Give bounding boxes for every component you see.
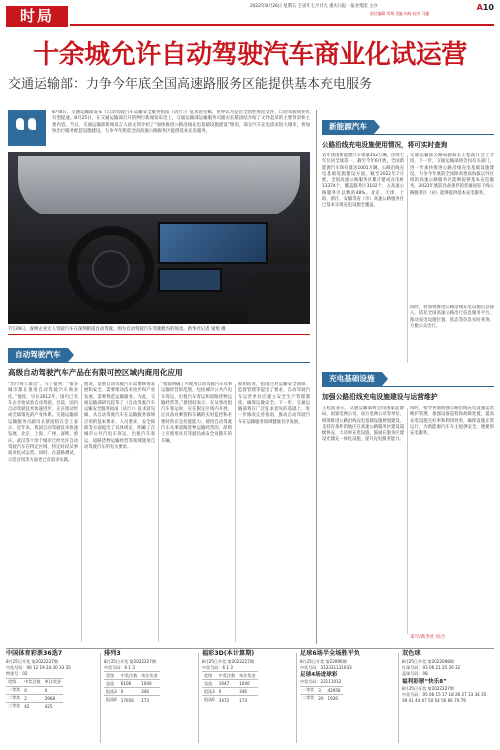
date-line — [250, 4, 458, 10]
table-cell: 20 — [318, 695, 324, 701]
lottery-table — [300, 686, 343, 703]
table-cell: 17656 — [119, 696, 139, 704]
photo-caption: 7月29日，深圳企业无人驾驶汽车在深圳街道自动驾驶。图为自动驾驶汽车驾驶舱内的场景。新华社记者 梁旭 摄 — [8, 327, 226, 332]
subheadline: 交通运输部：力争今年底全国高速路服务区能提供基本充电服务 — [8, 77, 373, 92]
table-cell: 1040 — [139, 680, 159, 688]
author-credit: 采写/新华社 综合 — [410, 635, 446, 640]
secondary-screen — [158, 268, 222, 292]
page-header — [0, 0, 500, 30]
table-cell: 一等奖 — [302, 687, 315, 693]
table-cell: 奖级 — [202, 672, 217, 680]
article-title-right-top: 公路沿线充电设施使用情况，将可实时查询 — [322, 141, 448, 149]
article-column-2: 他说，发展自动驾驶汽车需要统筹发展和安全，需要推动技术进步和产业发展，需要规范运输服务。为此，交通运输部研究起草了《自动驾驶汽车运输安全服务指南（试行）》征求意见稿，从自动驾驶汽车在运输服务领域应用的基本要求、人员要求、安全保障等方面提出了具体规定，明确了在城市公共汽电车客运、出租汽车客运、道路货物运输经营等领域使用自动驾驶汽车的有关要求。 — [84, 382, 155, 450]
column-divider — [235, 384, 236, 642]
table-cell: 6106 — [119, 680, 139, 688]
lottery-block-5 — [402, 649, 494, 747]
table-cell: 1647 — [217, 680, 237, 688]
table-cell: 173 — [237, 696, 257, 704]
lottery-title: 排列3 — [104, 650, 121, 657]
article-column-r2: 交通运输部公路局副局长王松波在会上介绍，下一步，交通运输部将会同有关部门，进一步加快推进公路沿线充电基础设施建设，力争今年底前全国除高寒高海拔以外区域的高速公路服务区能够提供基本充电服务，2023年底前具备条件的普通国省干线公路服务区（站）能够提供基本充电服务。 — [410, 153, 494, 196]
photo-windshield — [18, 156, 300, 218]
lottery-table — [202, 671, 258, 704]
table-cell: 42 — [22, 702, 42, 710]
lottery-block-1 — [6, 649, 98, 747]
section-tag-autonomous: 自动驾驶汽车 — [8, 348, 68, 362]
table-row — [202, 680, 258, 688]
table-cell: 单注奖金 — [44, 679, 62, 685]
table-row — [202, 672, 258, 680]
quote-mark-icon — [8, 110, 46, 146]
lottery-line: 8月25日开奖 第22096期 — [300, 659, 347, 664]
lottery-subtitle: 福利彩票“快乐8” — [402, 678, 447, 685]
table-cell: 二等奖 — [8, 695, 21, 701]
table-row — [6, 686, 63, 694]
page-letter: A — [476, 3, 483, 12]
column-divider — [158, 384, 159, 642]
table-cell: 3472 — [217, 696, 237, 704]
table-cell: 奖级 — [104, 672, 119, 680]
table-cell: 2 — [22, 694, 42, 702]
table-cell: 42956 — [327, 687, 341, 693]
lottery-block-2 — [104, 649, 196, 747]
section-tag-nev: 新能源汽车 — [322, 120, 374, 134]
section-rule — [8, 362, 310, 363]
lottery-table — [104, 671, 160, 704]
publisher-text: 重庆日报 · 报业集团 主办 — [329, 4, 378, 9]
main-column-divider — [316, 110, 317, 644]
table-cell: 中奖注数 — [120, 672, 138, 678]
lottery-strip — [6, 648, 494, 746]
column-divider — [81, 384, 82, 642]
lottery-title: 双色球 — [402, 650, 421, 657]
lottery-line: 8月25日开奖 第2022227期 — [6, 659, 58, 664]
lottery-line: 红球号码：03 06 21 25 30 32 — [402, 665, 461, 671]
header-rule — [70, 24, 494, 26]
table-row — [300, 694, 343, 702]
table-cell: 单注奖金 — [239, 672, 256, 678]
table-cell: 单注奖金 — [141, 672, 158, 678]
table-cell: 中奖注数 — [218, 672, 236, 678]
table-cell: 3968 — [43, 694, 63, 702]
lottery-title: 中国体育彩票36选7 — [6, 650, 63, 657]
lottery-line: 中奖号码：05 06 15 17 18 26 27 33 34 35 — [402, 691, 487, 697]
lottery-line: 8月25日开奖 第2022227期 — [104, 659, 156, 664]
table-cell: 425 — [43, 702, 63, 710]
table-cell: 0 — [217, 688, 237, 696]
lottery-line: 8月25日开奖 第2022098期 — [402, 659, 454, 664]
column-divider — [407, 155, 408, 363]
table-cell: 组选3 — [106, 688, 117, 694]
table-cell: 二等奖 — [302, 695, 315, 701]
page-digits: 10 — [482, 3, 494, 12]
lottery-line: 8月25日开奖 第2022227期 — [202, 659, 254, 664]
lottery-line: 中奖号码：6 1 3 — [104, 665, 135, 671]
intro-block — [8, 110, 310, 148]
intro-text: 8月8日，交通运输部发布《自动驾驶汽车运输安全服务指南（试行）》征求意见稿，业界认为是首全国性规范文件，自动驾驶商业化有望提速。8月25日，在交通运输部召开的例行新闻发布会上，交通运输部运输服务司副司长蔡团结介绍了文件起草的主要背景和主要内容。当日，交通运输部新闻发言人孙文剑介绍了“加快推进公路沿线充电基础设施建设”情况，部分汽车充电需求较大城市，将加快出行服务配套设施建设，力争今年底前全国高速公路服务区提供基本充电服务。 — [52, 110, 310, 135]
lottery-line: 中奖号码：313331131033 — [300, 665, 352, 671]
steering-hub — [92, 250, 130, 288]
news-photo — [8, 152, 310, 324]
table-row — [104, 688, 160, 696]
table-cell: 0 — [119, 688, 139, 696]
table-row — [202, 696, 258, 704]
table-cell: 直选 — [202, 680, 217, 688]
table-cell: 346 — [237, 688, 257, 696]
lottery-line: 特别号：02 — [6, 671, 28, 677]
lottery-block-3 — [202, 649, 294, 747]
display-screen — [158, 222, 268, 264]
lottery-subtitle: 足球4场进球彩 — [300, 672, 338, 679]
table-cell: 中奖注数 — [24, 679, 41, 685]
table-row — [300, 686, 343, 694]
lottery-line: 中奖号码：06 12 19 24 30 33 35 — [6, 665, 71, 671]
lottery-title: 福彩3D(本计算期) — [202, 650, 255, 657]
table-cell: 1930 — [326, 694, 343, 702]
article-column-r3: 同时，将加快推进公路沿线充电设施信息接入，依托全国高速公路出行信息服务平台，推动充电设施位置、状态等信息实时查询，方便公众出行。 — [410, 305, 494, 329]
article-title-left: 高级自动驾驶汽车产品在有限可控区域内商用化应用 — [8, 368, 183, 377]
editor-credit: 责任编辑 刘翔 美编 向杨 校对 马捷 — [370, 11, 430, 16]
article-column-1: “出行每人都会”，马丁提到：“很多城市都在推进自动驾驶汽车商业化。”他说，早在2012年，国内已有车企开始试验自动驾驶。目前，国内自动驾驶技术快速进步，正在推动形成全球领先的产业体系。交通运输部运输服务司副司长蔡团结在会上表示，近年来，我国自动驾驶技术快速发展，北京、上海、广州、深圳、重庆、武汉等十余个城市已经允许自动驾驶汽车在特定区域、特定时段从事商业化试运营。同时，在道路测试、示范应用等方面也已有较多实践。 — [8, 382, 78, 463]
table-row — [6, 678, 63, 686]
table-cell: 1040 — [237, 680, 257, 688]
column-divider — [407, 408, 408, 634]
caption-rule — [8, 334, 310, 335]
table-cell: 346 — [139, 688, 159, 696]
table-row — [6, 702, 63, 710]
table-cell: 组选3 — [204, 688, 215, 694]
column-divider — [398, 653, 399, 743]
car-seat — [248, 272, 310, 324]
section-tag: 时局 — [6, 6, 68, 27]
column-divider — [100, 653, 101, 743]
table-row — [104, 672, 160, 680]
article-column-4: 蔡团结说，指南还对运输安全保障、监督管理等提出了要求，自动驾驶汽车运营单位应建立安全生产管理制度，确保运输安全。下一步，交通运输部将在广泛征求意见的基础上，进一步修改完善指南，推动自动驾驶汽车在运输服务领域健康有序发展。 — [238, 382, 310, 425]
table-cell: 3 — [316, 686, 325, 694]
table-row — [104, 680, 160, 688]
lottery-table — [6, 678, 63, 711]
lottery-line: 中奖号码：22111012 — [300, 679, 342, 685]
column-divider — [296, 653, 297, 743]
section-rule — [322, 134, 494, 135]
column-divider — [198, 653, 199, 743]
table-cell: 直选 — [104, 680, 119, 688]
table-cell: 173 — [139, 696, 159, 704]
table-cell: 0 — [22, 686, 42, 694]
article-column-r1: 去年我国新能源汽车销量352万辆，连续七年位居全球第一。截至今年6月底，全国新能源汽车保有量达1001万辆。公路沿线充电基础设施建设方面，截至2022年7月底，全国高速公路服务区累计建成充电桩13374个，覆盖服务区3102个，占高速公路服务区总数的48%。北京、天津、上海、浙江、安徽等省（市）高速公路服务区已基本实现充电设施全覆盖。 — [322, 153, 404, 209]
article-column-r5: 同时，指导各地加强公路沿线充电设施运营维护管理，加强设备巡检和故障处置，提高充电设施完好率和利用效率，确保设施正常运行，为新能源汽车车主提供安全、便捷的充电服务。 — [410, 406, 494, 437]
table-cell: 奖级 — [6, 678, 22, 686]
table-cell: 三等奖 — [8, 703, 21, 709]
article-column-r4: 王松波表示，交通运输部将会同国家能源局、国家电网公司、南方电网公司等单位，统筹推进公路沿线充电基础设施规划建设，支持有条件的地区在高速公路服务区建设超级快充、大功率充电设施，鼓励在服务区建设光储充一体化设施，提升充电服务能力。 — [322, 406, 404, 443]
table-cell: 0 — [43, 686, 63, 694]
table-cell: 组选6 — [106, 697, 117, 703]
lottery-line: 39 41 44 47 50 54 56 66 70 79 — [402, 698, 466, 704]
table-cell: 一等奖 — [8, 687, 21, 693]
article-title-right-bottom: 加强公路沿线充电设施建设与运营维护 — [322, 393, 438, 401]
headline: 十余城允许自动驾驶汽车商业化试运营 — [33, 40, 467, 70]
table-row — [104, 696, 160, 704]
date-text: 2022年8月26日 星期五 壬寅年七月廿九 — [250, 4, 328, 9]
lottery-line: 蓝球号码：08 — [402, 671, 428, 677]
lottery-line: 8月25日开奖 第2022227期 — [402, 685, 454, 691]
lottery-block-4 — [300, 649, 396, 747]
section-tag-charging: 充电基础设施 — [322, 372, 382, 386]
article-column-3: “指南明确了可使用自动驾驶汽车从事运输经营的范围，包括城市公共汽电车客运、出租汽车客运和道路货物运输经营等。”蔡团结表示，在从事出租汽车客运时，应在限定区域内开展，应具备对乘客和车辆的实时监控和必要时的应急处置能力。使用自动驾驶汽车从事道路货物运输经营的，原则上应使用具有驾驶员或安全员随车的车辆。 — [161, 382, 232, 444]
table-row — [6, 694, 63, 702]
table-cell: 组选6 — [204, 697, 215, 703]
table-row — [202, 688, 258, 696]
page-number — [477, 3, 494, 12]
section-rule — [322, 386, 494, 387]
lottery-line: 中奖号码：6 1 3 — [202, 665, 233, 671]
lottery-title: 足球6场半全场胜平负 — [300, 650, 360, 657]
